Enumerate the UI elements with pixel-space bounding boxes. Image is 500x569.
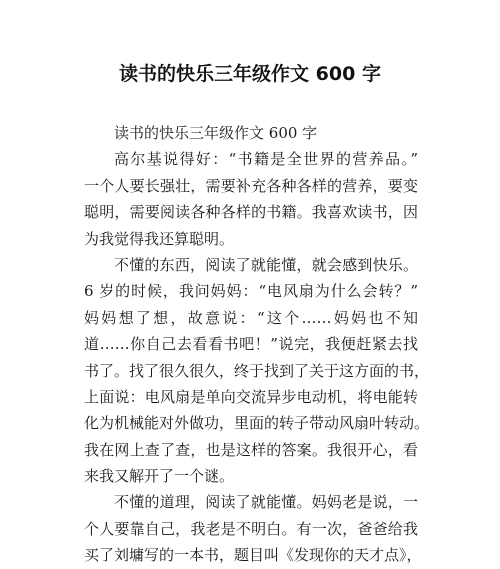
- body-text-line: 我在网上查了查，也是这样的答案。我很开心，看: [84, 440, 418, 459]
- body-text-line: 不懂的道理，阅读了就能懂。妈妈老是说，一: [114, 493, 418, 512]
- body-text-line: 书了。找了很久很久，终于找到了关于这方面的书，: [84, 361, 430, 380]
- document-body: [84, 120, 430, 569]
- body-text-line: 买了刘墉写的一本书，题目叫《发现你的天才点》，: [84, 546, 422, 565]
- body-subtitle-line: 读书的快乐三年级作文 600 字: [114, 124, 318, 142]
- document-title: 读书的快乐三年级作文 600 字: [119, 63, 381, 85]
- body-text-line: 高尔基说得好：“书籍是全世界的营养品。”: [114, 150, 418, 169]
- body-text-line: 聪明，需要阅读各种各样的书籍。我喜欢读书，因: [84, 203, 418, 222]
- body-text-line: 为我觉得我还算聪明。: [84, 229, 235, 248]
- body-text-line: 道……你自己去看看书吧！”说完，我便赶紧去找: [84, 335, 418, 354]
- body-text-line: 不懂的东西，阅读了就能懂，就会感到快乐。: [114, 255, 418, 274]
- body-text-line: 6 岁的时候，我问妈妈：“电风扇为什么会转？”: [84, 282, 418, 301]
- body-text-line: 个人要靠自己，我老是不明白。有一次，爸爸给我: [84, 519, 418, 538]
- body-text-line: 上面说：电风扇是单向交流异步电动机，将电能转: [84, 387, 418, 406]
- body-text-line: 来我又解开了一个谜。: [84, 467, 235, 486]
- body-text-line: 一个人要长强壮，需要补充各种各样的营养，要变: [84, 176, 418, 195]
- body-text-line: 化为机械能对外做功，里面的转子带动风扇叶转动。: [84, 414, 430, 433]
- body-text-line: 妈妈想了想，故意说：“这个……妈妈也不知: [84, 308, 418, 327]
